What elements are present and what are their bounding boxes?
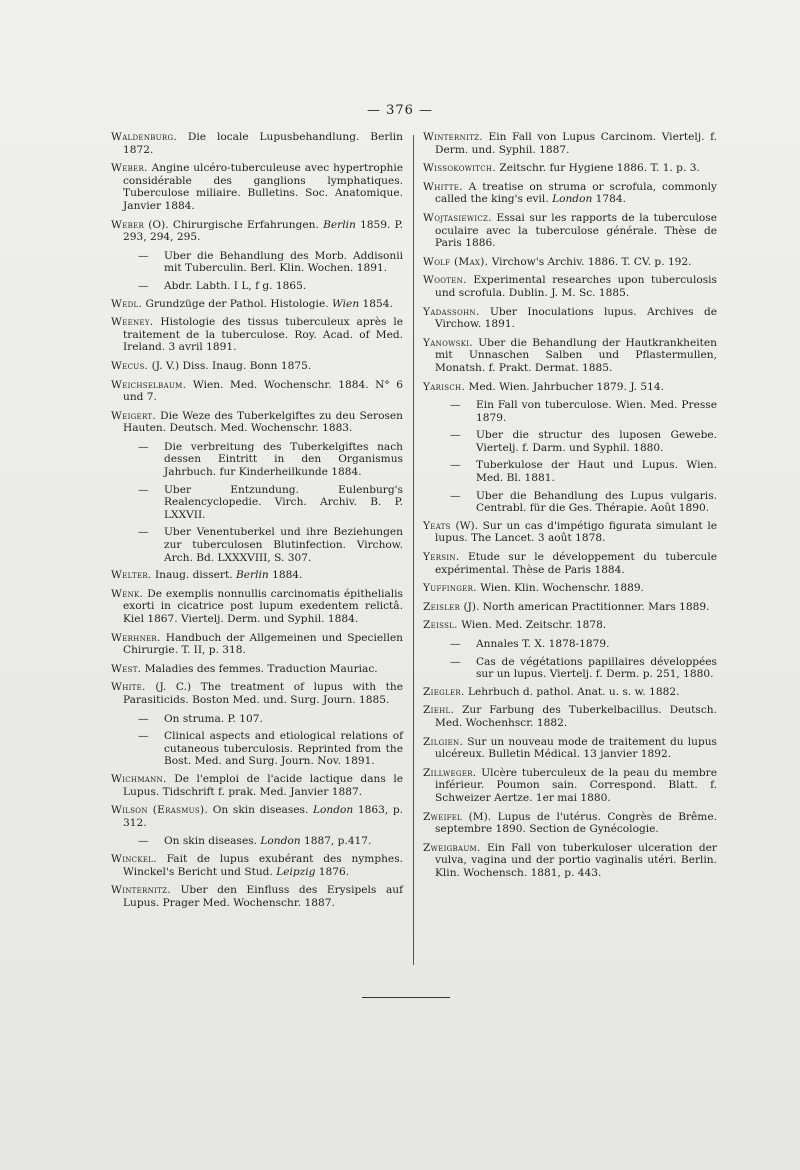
bibliography-entry	[111, 441, 403, 479]
entry-text: 1784.	[592, 193, 626, 206]
bibliography-entry	[111, 569, 403, 582]
entry-author: Welter.	[111, 569, 152, 582]
entry-text: Uber Venentuberkel und ihre Beziehungen zur tuberculosen Blutinfection. Virchow. Arch. Bd. LXXXVIII, S. 307.	[164, 526, 403, 564]
entry-text: Cas de végétations papillaires développées sur un lupus. Viertelj. f. Derm. p. 251, 1880.	[476, 655, 717, 681]
entry-author: Whitte.	[423, 180, 463, 193]
entry-place: Leipzig	[276, 865, 316, 878]
bibliography-entry	[423, 842, 717, 880]
entry-author: Winternitz.	[111, 884, 171, 897]
bibliography-entry	[423, 429, 717, 454]
bibliography-entry	[423, 520, 717, 545]
entry-author: Weigert.	[111, 409, 157, 422]
entry-author: Wedl.	[111, 297, 143, 310]
bibliography-entry	[423, 212, 717, 250]
bibliography-entry	[111, 526, 403, 564]
footer-rule	[362, 997, 450, 998]
bibliography-entry	[111, 250, 403, 275]
entry-text: Uber die structur des luposen Gewebe. Viertelj. f. Darm. und Syphil. 1880.	[476, 429, 717, 454]
entry-author: Zeissl.	[423, 619, 458, 632]
entry-text: Die locale Lupusbehandlung. Berlin 1872.	[123, 131, 403, 156]
continuation-dash: —	[138, 712, 149, 725]
bibliography-entry	[111, 713, 403, 726]
entry-text: Ein Fall von Lupus Carcinom. Viertelj. f. Derm. und. Syphil. 1887.	[435, 131, 717, 156]
bibliography-entry	[111, 663, 403, 676]
bibliography-entry	[111, 632, 403, 657]
entry-text: Wien. Med. Wochenschr. 1884. N° 6 und 7.	[123, 378, 403, 404]
entry-text: 1863, p. 312.	[123, 804, 404, 829]
continuation-dash: —	[138, 835, 149, 848]
bibliography-entry	[423, 551, 717, 576]
entry-text: (W). Sur un cas d'impétigo figurata simulant le lupus. The Lancet. 3 août 1878.	[435, 519, 717, 545]
entry-author: Yersin.	[423, 551, 460, 564]
entry-text: Wien. Klin. Wochenschr. 1889.	[476, 582, 644, 595]
bibliography-entry	[423, 619, 717, 632]
entry-author: West.	[111, 662, 142, 675]
entry-author: Zeisler	[423, 600, 461, 613]
continuation-dash: —	[138, 440, 149, 453]
continuation-dash: —	[450, 399, 461, 412]
bibliography-entry	[111, 484, 403, 522]
entry-author: Yarisch.	[423, 380, 466, 393]
bibliography-entry	[423, 582, 717, 595]
bibliography-entry	[423, 704, 717, 729]
entry-place: London	[313, 804, 354, 817]
entry-text: Essai sur les rapports de la tuberculose oculaire avec la tuberculose générale. Thèse de Paris 1886.	[435, 211, 717, 250]
entry-text: Tuberkulose der Haut und Lupus. Wien. Med. Bl. 1881.	[476, 459, 717, 485]
column-divider	[413, 135, 414, 965]
bibliography-entry	[111, 410, 403, 435]
entry-text: Uber die Behandlung des Lupus vulgaris. Centrabl. für die Ges. Thérapie. Août 1890.	[476, 489, 717, 515]
entry-text: 1884.	[268, 569, 303, 582]
bibliography-entry	[423, 306, 717, 331]
entry-text: Maladies des femmes. Traduction Mauriac.	[141, 662, 378, 675]
entry-place: Berlin	[323, 218, 356, 231]
entry-author: Zweigbaum.	[423, 841, 481, 854]
entry-text: Ein Fall von tuberculose. Wien. Med. Presse 1879.	[476, 399, 717, 424]
entry-text: Grundzüge der Pathol. Histologie.	[142, 297, 332, 310]
entry-place: Berlin	[236, 569, 269, 582]
entry-text: Fait de lupus exubérant des nymphes. Winckel's Bericht und Stud.	[123, 852, 403, 878]
entry-text: Clinical aspects and etiological relations of cutaneous tuberculosis. Reprinted from the Bost. Med. and Surg. Journ. Nov. 1891.	[164, 730, 403, 768]
bibliography-entry	[423, 656, 717, 681]
bibliography-entry	[423, 736, 717, 761]
bibliography-entry	[423, 181, 717, 206]
continuation-dash: —	[138, 730, 149, 743]
entry-text: (O). Chirurgische Erfahrungen.	[144, 218, 324, 231]
continuation-dash: —	[138, 526, 149, 539]
bibliography-entry	[111, 884, 403, 909]
entry-text: On skin diseases.	[164, 835, 261, 848]
entry-author: Weeney.	[111, 316, 154, 329]
bibliography-entry	[111, 298, 403, 311]
entry-text: (M). Lupus de l'utérus. Congrès de Brême. septembre 1890. Section de Gynécologie.	[435, 810, 717, 836]
entry-text: Ein Fall von tuberkuloser ulceration der vulva, vagina und der portio vaginalis utéri. Berlin. Klin. Wochensch. 1881, p. 443.	[435, 841, 717, 879]
continuation-dash: —	[450, 429, 461, 442]
entry-text: (J). North american Practitionner. Mars 1889.	[460, 600, 710, 613]
entry-text: Abdr. Labth. I L, f g. 1865.	[164, 279, 307, 292]
entry-author: Weichselbaum.	[111, 378, 187, 391]
entry-text: Die Weze des Tuberkelgiftes zu deu Serosen Hauten. Deutsch. Med. Wochenschr. 1883.	[123, 409, 403, 435]
entry-text: Med. Wien. Jahrbucher 1879. J. 514.	[465, 380, 664, 393]
entry-place: Wien	[331, 297, 360, 310]
entry-text: A treatise on struma or scrofula, commonly called the king's evil.	[435, 180, 717, 206]
entry-text: On skin diseases.	[208, 804, 313, 817]
entry-text: 1859. P. 293, 294, 295.	[123, 218, 403, 244]
bibliography-entry	[111, 681, 403, 706]
continuation-dash: —	[450, 655, 461, 668]
entry-author: Yeats	[423, 519, 451, 532]
entry-author: Werhner.	[111, 631, 161, 644]
entry-text: Angine ulcéro-tuberculeuse avec hypertrophie considérable des ganglions lymphatiques. Tuberculose miliaire. Bulletins. Soc. Anatomique. Janvier 1884.	[123, 162, 403, 212]
bibliography-entry	[423, 162, 717, 175]
entry-author: Ziehl.	[423, 704, 455, 717]
bibliography-entry	[111, 379, 403, 404]
entry-text: Histologie des tissus tuberculeux après le traitement de la tuberculose. Roy. Acad. of Med. Ireland. 3 avril 1891.	[123, 316, 403, 354]
entry-text: Wien. Med. Zeitschr. 1878.	[457, 619, 607, 632]
entry-author: Ziegler.	[423, 685, 465, 698]
entry-text: Inaug. dissert.	[151, 569, 236, 582]
entry-text: Handbuch der Allgemeinen und Speciellen Chirurgie. T. II, p. 318.	[123, 631, 403, 657]
entry-text: De l'emploi de l'acide lactique dans le Lupus. Tidschrift f. prak. Med. Janvier 1887.	[123, 772, 403, 798]
entry-text: (J. C.) The treatment of lupus with the Parasiticids. Boston Med. und. Surg. Journ. 1885.	[123, 681, 403, 706]
bibliography-entry	[423, 337, 717, 375]
entry-text: Zur Farbung des Tuberkelbacillus. Deutsch. Med. Wochenhscr. 1882.	[435, 704, 717, 729]
entry-text: Die verbreitung des Tuberkelgiftes nach dessen Eintritt in den Organismus Jahrbuch. fur Kinderheilkunde 1884.	[164, 440, 403, 479]
entry-author: Yanowski.	[423, 336, 473, 349]
entry-author: Winternitz.	[423, 131, 483, 143]
page-number: — 376 —	[366, 103, 434, 118]
continuation-dash: —	[450, 459, 461, 472]
bibliography-entry	[423, 767, 717, 805]
entry-author: Yadassohn.	[423, 305, 480, 318]
entry-text: (J. V.) Diss. Inaug. Bonn 1875.	[148, 359, 312, 372]
entry-author: Wojtasiewicz.	[423, 211, 492, 224]
right-column	[423, 131, 717, 886]
continuation-dash: —	[138, 279, 149, 292]
bibliography-entry	[111, 588, 403, 626]
entry-author: Waldenburg.	[111, 131, 178, 143]
bibliography-entry	[423, 256, 717, 269]
entry-author: Zilgien.	[423, 735, 464, 748]
bibliography-entry	[111, 835, 403, 848]
bibliography-entry	[111, 804, 403, 829]
entry-author: Wenk.	[111, 587, 144, 600]
entry-author: Wilson (Erasmus).	[111, 804, 209, 817]
bibliography-entry	[423, 381, 717, 394]
entry-author: Wolf (Max).	[423, 255, 489, 268]
entry-text: Etude sur le développement du tubercule expérimental. Thèse de Paris 1884.	[435, 551, 717, 576]
entry-author: Wichmann.	[111, 772, 167, 785]
entry-text: On struma. P. 107.	[164, 712, 263, 725]
bibliography-entry	[423, 131, 717, 156]
entry-author: Wissokowitch.	[423, 162, 496, 175]
bibliography-entry	[423, 601, 717, 614]
entry-text: Uber die Behandlung des Morb. Addisonii mit Tuberculin. Berl. Klin. Wochen. 1891.	[164, 249, 403, 275]
entry-author: Zweifel	[423, 810, 463, 823]
entry-text: Zeitschr. fur Hygiene 1886. T. 1. p. 3.	[496, 162, 700, 175]
continuation-dash: —	[450, 638, 461, 650]
entry-text: 1854.	[359, 297, 393, 310]
bibliography-entry	[423, 638, 717, 651]
bibliography-entry	[111, 131, 403, 156]
entry-text: Uber den Einfluss des Erysipels auf Lupus. Prager Med. Wochenschr. 1887.	[123, 884, 403, 909]
entry-author: Zillweger.	[423, 766, 477, 779]
entry-text: 1876.	[315, 865, 350, 878]
bibliography-entry	[423, 686, 717, 699]
entry-text: 1887, p.417.	[300, 835, 372, 848]
left-column	[111, 131, 403, 915]
entry-author: Weber.	[111, 162, 148, 175]
entry-text: Experimental researches upon tuberculosis und scrofula. Dublin. J. M. Sc. 1885.	[435, 274, 717, 299]
bibliography-entry	[423, 274, 717, 299]
bibliography-entry	[423, 459, 717, 484]
entry-text: Virchow's Archiv. 1886. T. CV. p. 192.	[488, 255, 692, 268]
entry-author: Wooten.	[423, 274, 467, 287]
entry-place: London	[552, 193, 593, 206]
continuation-dash: —	[450, 489, 461, 502]
bibliography-entry	[423, 490, 717, 515]
entry-text: Annales T. X. 1878-1879.	[476, 638, 610, 650]
bibliography-entry	[423, 811, 717, 836]
bibliography-entry	[111, 316, 403, 354]
entry-text: Uber die Behandlung der Hautkrankheiten mit Unnaschen Salben und Pflastermullen, Monatsh. f. Prakt. Dermat. 1885.	[435, 336, 717, 374]
entry-author: White.	[111, 681, 146, 694]
continuation-dash: —	[138, 483, 149, 496]
continuation-dash: —	[138, 249, 149, 262]
bibliography-entry	[111, 773, 403, 798]
entry-text: Lehrbuch d. pathol. Anat. u. s. w. 1882.	[464, 685, 680, 698]
bibliography-entry	[111, 219, 403, 244]
entry-author: Yuffinger.	[423, 582, 477, 595]
entry-text: Uber Inoculations lupus. Archives de Virchow. 1891.	[435, 305, 717, 331]
entry-author: Wecus.	[111, 359, 149, 372]
entry-author: Weber	[111, 218, 145, 231]
entry-text: Sur un nouveau mode de traitement du lupus ulcéreux. Bulletin Médical. 13 janvier 1892.	[435, 735, 717, 761]
entry-place: London	[260, 835, 301, 848]
bibliography-entry	[423, 399, 717, 424]
bibliography-entry	[111, 853, 403, 878]
bibliography-entry	[111, 162, 403, 212]
entry-text: Uber Entzundung. Eulenburg's Realencyclopedie. Virch. Archiv. B. P. LXXVII.	[164, 483, 403, 521]
entry-author: Winckel.	[111, 852, 157, 865]
bibliography-entry	[111, 730, 403, 768]
entry-text: Ulcère tuberculeux de la peau du membre inférieur. Poumon sain. Correspond. Blatt. f. Schweizer Aertze. 1er mai 1880.	[435, 766, 717, 804]
entry-text: De exemplis nonnullis carcinomatis épithelialis exorti in cicatrice post lupum exedentem relictâ. Kiel 1867. Viertelj. Derm. und Syphil. 1884.	[123, 587, 403, 625]
bibliography-entry	[111, 280, 403, 293]
bibliography-entry	[111, 360, 403, 373]
